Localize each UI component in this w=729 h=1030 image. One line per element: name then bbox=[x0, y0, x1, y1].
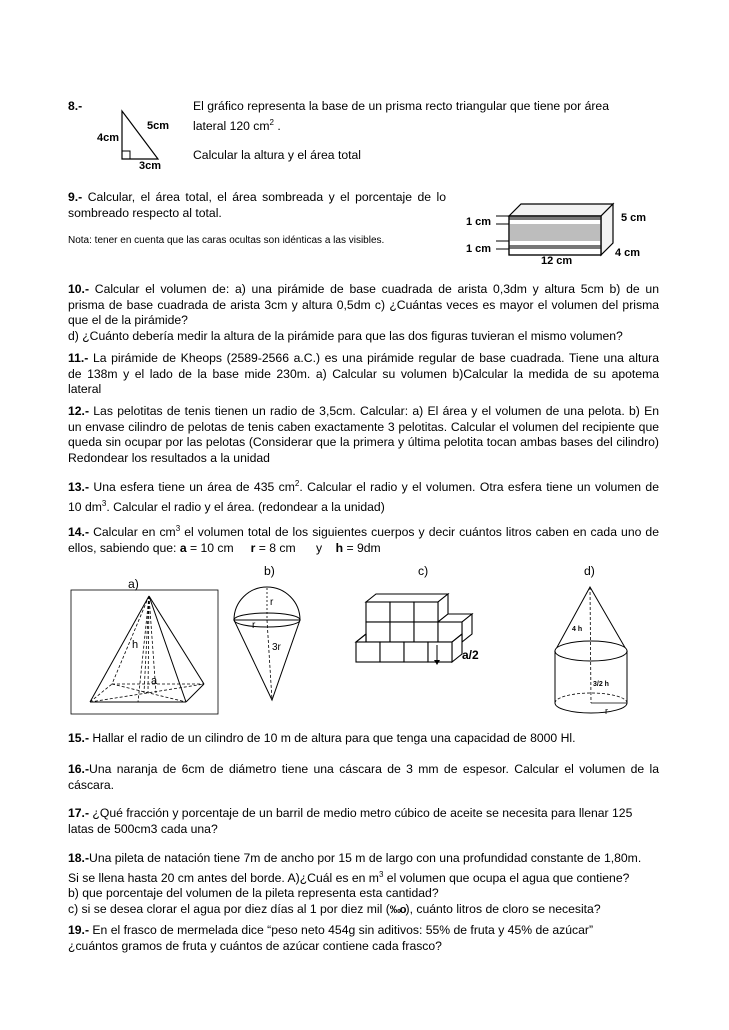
problem-8-text-1: El gráfico representa la base de un prisma recto triangular que tiene por área bbox=[193, 99, 609, 113]
figure-b-label: b) bbox=[264, 564, 275, 578]
problem-8-text-2: lateral 120 $cm^2$ . bbox=[193, 118, 281, 134]
prism-top-face bbox=[509, 204, 613, 216]
cylinder-r-label: r bbox=[605, 706, 608, 716]
triangle-hyp-label: 5cm bbox=[147, 120, 170, 132]
cone-shape bbox=[234, 620, 300, 700]
problem-10: 10.- Calcular el volumen de: a) una pirámide de base cuadrada de arista 0,3dm y altura 5cm b) de un prisma de base cuadrada de arista 3cm y altura 0,5dm c) ¿Cuántas veces es mayor el volumen del prisma que el de la pirámide? d) ¿Cuánto debería medir la altura de la pirámide para que las dos figuras tuvieran el mismo volumen? bbox=[68, 282, 659, 343]
problem-13: 13.- Una esfera tiene un área de 435 $cm^2$. Calcular el radio y el volumen. Otra esfera tiene un volumen de 10 $dm^3$. Calcular el radio y el área. (redondear a la unidad) bbox=[68, 479, 659, 514]
prism-bottom-label: 1 cm bbox=[466, 243, 492, 255]
problem-11: 11.- La pirámide de Kheops (2589-2566 a.C.) es una pirámide regular de base cuadrada. Tiene una altura de 138m y el lado de la base mide 230m. a) Calcular su volumen b)Calcular la medida de su apotema lateral bbox=[68, 351, 659, 396]
pyramid-a-label: a bbox=[151, 675, 158, 687]
pyramid-frame bbox=[71, 590, 218, 714]
cone-4h-label: 4 h bbox=[572, 626, 583, 633]
prism-bottom-band bbox=[509, 245, 601, 249]
figure-d-label: d) bbox=[584, 564, 595, 578]
prism-depth-label: 4 cm bbox=[615, 247, 641, 259]
problem-17: 17.- ¿Qué fracción y porcentaje de un barril de medio metro cúbico de aceite se necesita para llenar 125 latas de 500cm3 cada una? bbox=[68, 806, 633, 836]
problem-19: 19.- En el frasco de mermelada dice “peso neto 454g sin aditivos: 55% de fruta y 45% de azúcar” ¿cuántos gramos de fruta y cuántos de azúcar contiene cada frasco? bbox=[68, 923, 594, 953]
problem-14: 14.- Calcular en $cm^3$ el volumen total de los siguientes cuerpos y decir cuántos litros caben en cada uno de ellos, sabiendo que: a = 10 cm r = 8 cm y h = 9dm bbox=[68, 524, 659, 555]
right-triangle-shape bbox=[122, 111, 158, 159]
cone-hemisphere-figure bbox=[228, 578, 308, 704]
permil-symbol: ‰o bbox=[389, 903, 406, 916]
prism-figure bbox=[463, 193, 663, 267]
problem-9-text: 9.- Calcular, el área total, el área sombreada y el porcentaje de lo sombreado respecto al total. bbox=[68, 190, 446, 220]
prism-shaded-band bbox=[509, 224, 601, 241]
cone-h-label: 3r bbox=[272, 642, 281, 653]
cylinder-32h-label: 3/2 h bbox=[593, 681, 609, 688]
problem-18: 18.-Una pileta de natación tiene 7m de ancho por 15 m de largo con una profundidad constante de 1,80m. Si se llena hasta 20 cm antes del borde. A)¿Cuál es en $m^3$ el volumen que ocupa el agua que contiene? b) que porcentaje del volumen de la pileta representa esta cantidad? c) si se desea clorar el agua por diez días al 1 por diez mil (‰o), cuánto litros de cloro se necesita? bbox=[68, 851, 642, 916]
prism-height-label: 5 cm bbox=[621, 212, 647, 224]
problem-16: 16.-Una naranja de 6cm de diámetro tiene una cáscara de 3 mm de espesor. Calcular el volumen de la cáscara. bbox=[68, 762, 659, 792]
cubes-a2-label: a/2 bbox=[462, 648, 479, 662]
prism-length-label: 12 cm bbox=[541, 255, 573, 267]
problem-8-number: 8.- bbox=[68, 99, 83, 113]
problem-12: 12.- Las pelotitas de tenis tienen un radio de 3,5cm. Calcular: a) El área y el volumen de una pelota. b) En un envase cilindro de pelotas de tenis caben exactamente 3 pelotitas. Calcular el volumen del recipiente que queda sin ocupar por las pelotas (Considerar que la primera y última pelotita tocan ambas bases del cilindro) Redondear los resultados a la unidad bbox=[68, 404, 659, 465]
cone-r-top-label: r bbox=[270, 597, 274, 608]
triangle-base-label: 3cm bbox=[139, 160, 162, 171]
triangle-leg-label: 4cm bbox=[97, 132, 120, 144]
cone-r-mid-label: r bbox=[252, 620, 256, 631]
figure-c-label: c) bbox=[418, 564, 429, 578]
cylinder-bottom-arc bbox=[555, 703, 627, 713]
pyramid-figure bbox=[68, 588, 220, 718]
problem-9-note: Nota: tener en cuenta que las caras ocultas son idénticas a las visibles. bbox=[68, 235, 385, 246]
problem-15: 15.- Hallar el radio de un cilindro de 10 m de altura para que tenga una capacidad de 8000 Hl. bbox=[68, 731, 576, 745]
cone-cylinder-figure bbox=[548, 583, 634, 719]
prism-top-label: 1 cm bbox=[466, 216, 492, 228]
prism-top-band bbox=[509, 216, 601, 220]
pyramid-h-label: h bbox=[132, 639, 139, 651]
problem-8-text-3: Calcular la altura y el área total bbox=[193, 148, 362, 162]
figure-a-label: a) bbox=[128, 577, 139, 591]
stacked-cubes-figure bbox=[348, 592, 498, 668]
right-triangle-figure bbox=[95, 103, 195, 171]
